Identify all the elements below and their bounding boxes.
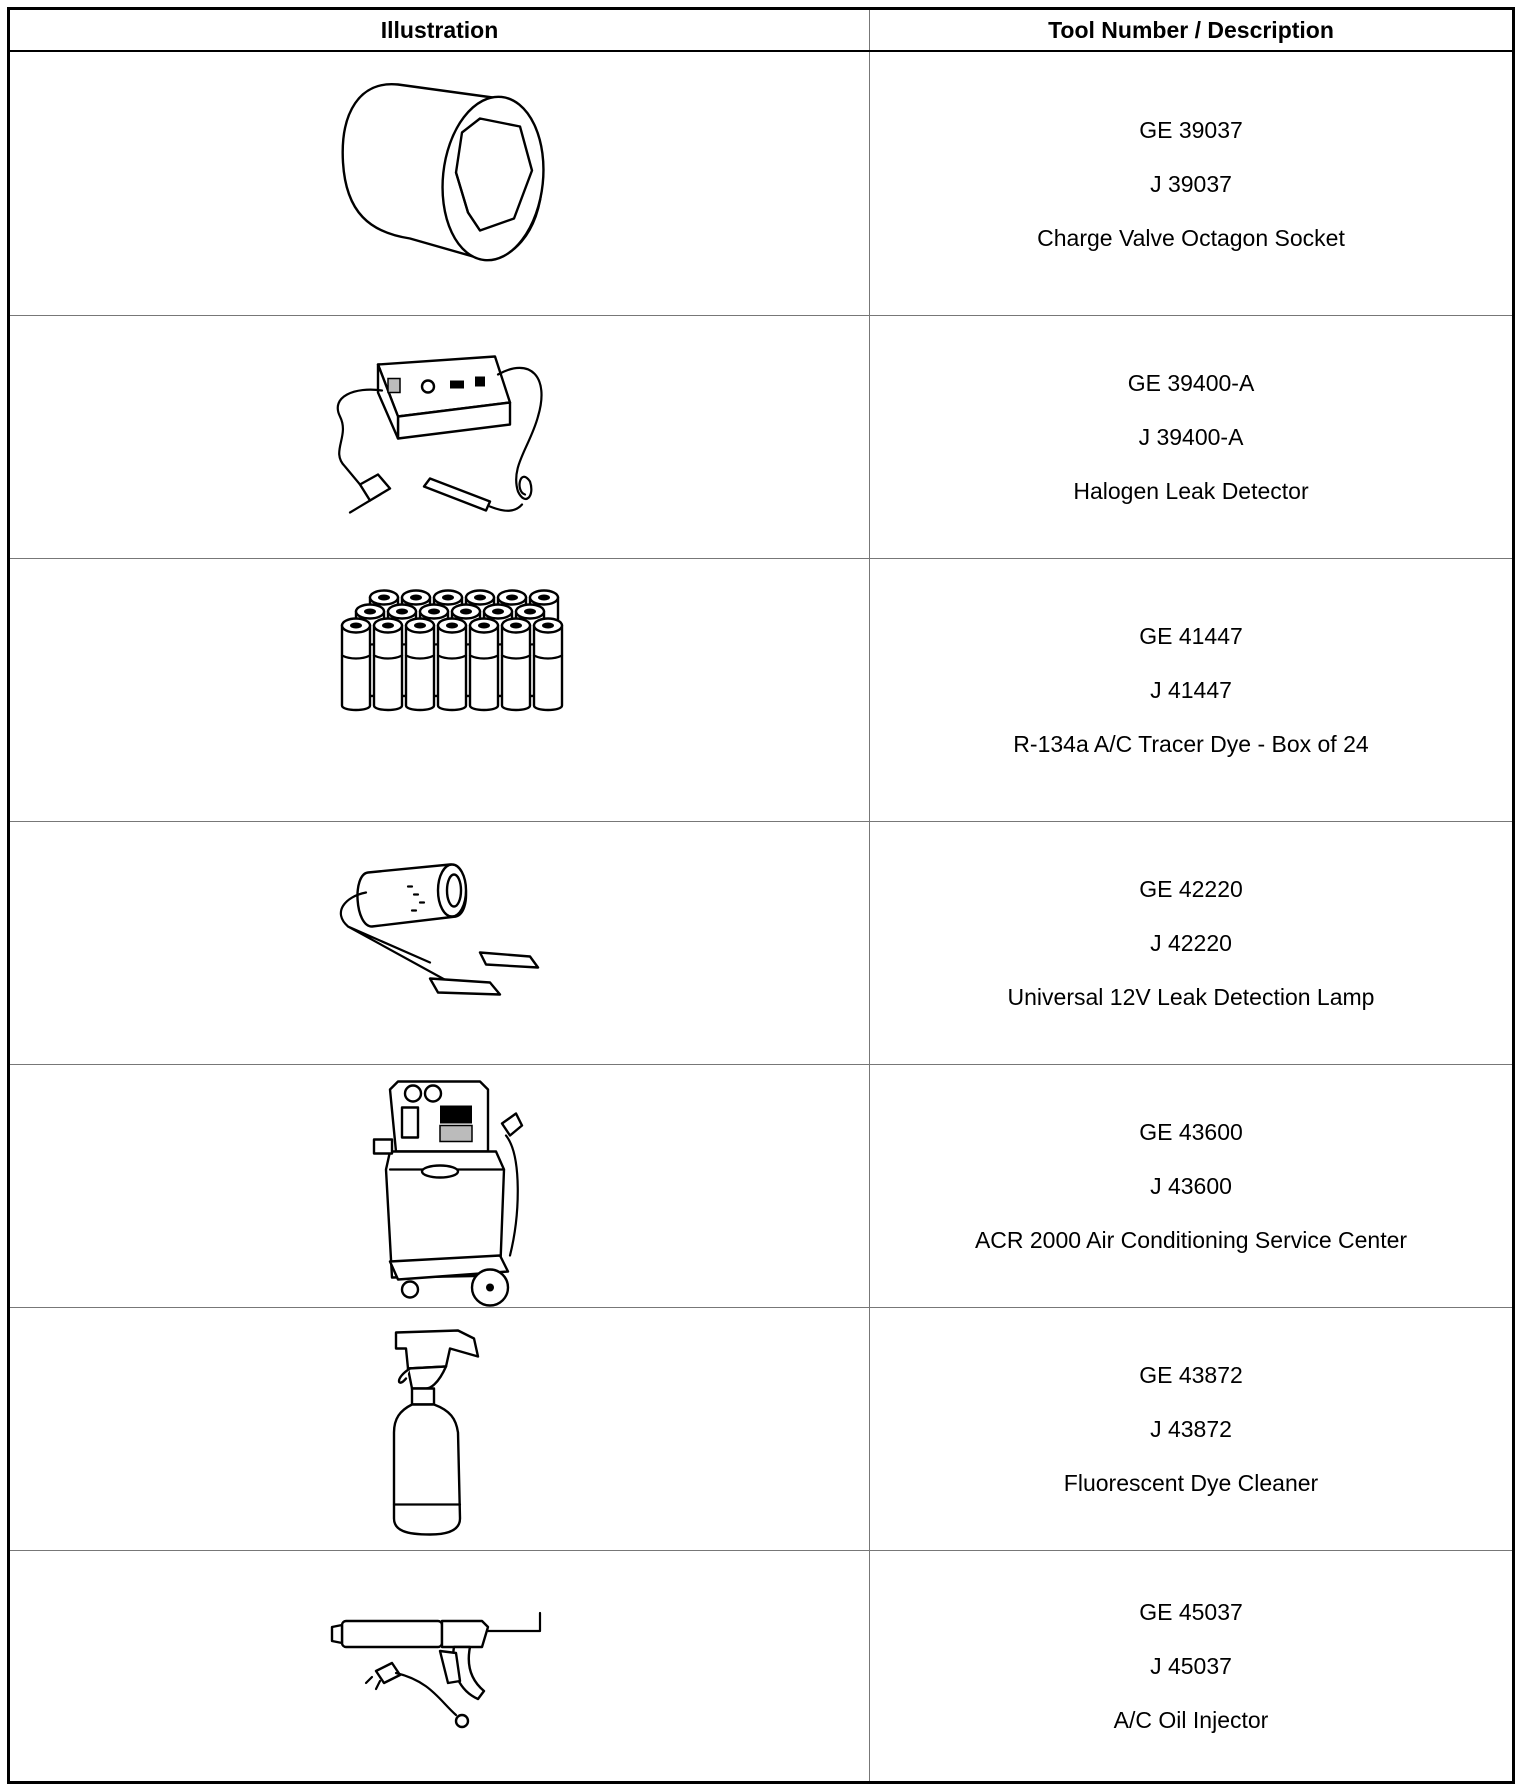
table-row — [10, 1551, 1512, 1781]
service-center-icon — [10, 1065, 869, 1307]
table-header — [10, 10, 1512, 52]
spray-bottle-icon — [10, 1308, 869, 1550]
ge-number: GE 39400-A — [1127, 370, 1255, 396]
tool-description — [870, 52, 1512, 315]
ge-number: GE 41447 — [1139, 623, 1243, 649]
table-row — [10, 822, 1512, 1065]
tool-description — [870, 1308, 1512, 1550]
octagon-socket-icon — [10, 52, 869, 315]
tool-description — [870, 316, 1512, 558]
tool-name: Universal 12V Leak Detection Lamp — [1007, 984, 1375, 1010]
tool-name: Charge Valve Octagon Socket — [1037, 224, 1345, 251]
oil-injector-icon — [10, 1551, 869, 1781]
ge-number: GE 39037 — [1139, 116, 1243, 143]
tool-table — [7, 7, 1515, 1784]
tool-description — [870, 1065, 1512, 1307]
tool-name: R-134a A/C Tracer Dye - Box of 24 — [1013, 731, 1369, 757]
tool-name: A/C Oil Injector — [1113, 1707, 1269, 1733]
j-number: J 43872 — [1150, 1416, 1232, 1442]
table-row — [10, 52, 1512, 316]
dye-bottles-icon — [10, 559, 869, 821]
leak-detector-icon — [10, 316, 869, 558]
ge-number: GE 45037 — [1139, 1599, 1243, 1625]
ge-number: GE 43600 — [1139, 1119, 1243, 1145]
header-tool-description: Tool Number / Description — [1048, 17, 1334, 43]
j-number: J 42220 — [1150, 930, 1232, 956]
ge-number: GE 42220 — [1139, 876, 1243, 902]
j-number: J 43600 — [1150, 1173, 1232, 1199]
ge-number: GE 43872 — [1139, 1362, 1243, 1388]
j-number: J 45037 — [1150, 1653, 1232, 1679]
table-row — [10, 316, 1512, 559]
tool-name: Halogen Leak Detector — [1073, 478, 1309, 504]
header-illustration: Illustration — [380, 17, 499, 43]
tool-description — [870, 822, 1512, 1064]
leak-lamp-icon — [10, 822, 869, 1064]
j-number: J 39400-A — [1138, 424, 1244, 450]
j-number: J 39037 — [1150, 170, 1232, 197]
tool-name: ACR 2000 Air Conditioning Service Center — [974, 1227, 1408, 1253]
tool-description — [870, 559, 1512, 821]
table-row — [10, 559, 1512, 822]
j-number: J 41447 — [1150, 677, 1232, 703]
table-row — [10, 1308, 1512, 1551]
tool-name: Fluorescent Dye Cleaner — [1063, 1470, 1319, 1496]
tool-description — [870, 1551, 1512, 1781]
table-row — [10, 1065, 1512, 1308]
